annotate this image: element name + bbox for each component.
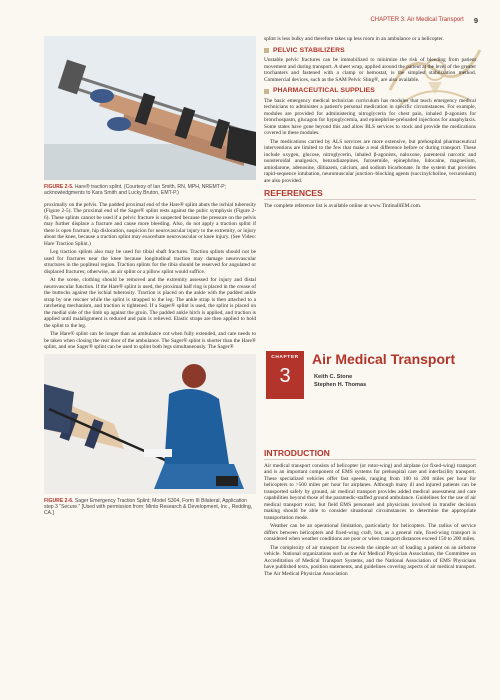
figure-hare-splint-photo: [44, 36, 256, 180]
section-heading-text: PELVIC STABILIZERS: [273, 46, 345, 54]
figure-sager-splint-photo: [44, 354, 256, 494]
right-column: [264, 36, 476, 211]
references-text: The complete reference list is available online at www.TintinalliEM.com.: [264, 202, 422, 209]
figure-2-6-label: FIGURE 2-6.: [44, 497, 74, 504]
section-heading-text: PHARMACEUTICAL SUPPLIES: [273, 87, 375, 94]
paragraph: proximally on the pelvis. The padded proximal end of the Hare® splint abuts the ischial tuberosity (Figure 2-5). The proximal end of the Sager® splint rests against the pubic symphysis (Figure 2-6). These splints cannot be used if a pelvic fracture is suspected because the pressure on the pelvis may further displace a fracture and cause more bleeding. Also, do not apply a traction splint if there is open fracture, hip dislocation, suspicion for neurovascular injury to the extremity, or injury about the knee, because a traction splint may exacerbate neurovascular or knee injury. (See Video: Hare Traction Splint.): [44, 201, 256, 247]
chapter-label: CHAPTER: [271, 355, 299, 360]
figure-2-6-caption-text: Sager Emergency Traction Splint; Model S304, Form III Bilateral, Application step 3 “Secure.” [Used with permission from: Minto Research & Development, Inc., Redding, CA.]: [44, 497, 253, 517]
figure-2-6-caption: [44, 498, 256, 517]
section-bullet-icon: [264, 89, 269, 94]
chapter-number: 3: [279, 365, 291, 387]
page-number: 9: [473, 15, 478, 25]
figure-2-5-label: FIGURE 2-5.: [44, 184, 74, 190]
section-heading-pelvic: [264, 48, 476, 55]
introduction-heading: INTRODUCTION: [264, 450, 476, 460]
paragraph: The basic emergency medical technician curriculum has modules that teach emergency medical technicians to administer a patient's personal medication in specific circumstances. For example, modules are provided for administering nitroglycerin for chest pain, inhaled β-agonists for bronchospasm, glucagon for hypoglycemia, and epinephrine-preloaded injections for anaphylaxis. Some states have gone beyond this and allow BLS services to stock and provide the medications covered in these modules.: [264, 97, 476, 136]
references-heading: REFERENCES: [264, 190, 476, 200]
paragraph: The complexity of air transport far exceeds the simple act of loading a patient on an airborne vehicle. National organizations such as the Air Medical Physician Association, the Committee on Accreditation of Medical Transport Systems, and the National Association of EMS Physicians have published texts, position statements, and guidelines covering aspects of air medical transport. The Air Medical Physician Association: [264, 544, 476, 577]
chapter-opener: [266, 351, 476, 401]
introduction-section: [264, 444, 476, 579]
paragraph: Unstable pelvic fractures can be immobilized to minimize the risk of bleeding from patient movement and during transport. A sheet wrap, applied around the patient at the level of the greater trochanters and fastened with a clamp or hemostat, is the simplest stabilization method. Commercial devices, such as the SAM Pelvic Sling®, are also available.: [264, 57, 476, 83]
chapter-number-tab: [266, 351, 304, 399]
paragraph: The Hare® splint can be longer than an ambulance cot when fully extended, and care needs to be taken when closing the rear door of the ambulance. The Sager® splint is shorter than the Hare® splint, and one Sager® splint can be used to splint both legs simultaneously. The Sager®: [44, 331, 256, 351]
chapter-authors: [314, 373, 366, 389]
left-column: [44, 36, 256, 521]
author-name: Stephen H. Thomas: [314, 382, 367, 388]
running-chapter-label: CHAPTER 3: Air Medical Transport: [370, 17, 464, 23]
running-header: [260, 14, 478, 26]
paragraph: Leg traction splints also may be used for tibial shaft fractures. Traction splints should not be used for fractures near the knee because longitudinal traction may damage neurovascular structures in the popliteal region. Traction splints for the tibia should be reserved for angulated or displaced fractures; otherwise, an air splint or a pillow splint would suffice.: [44, 249, 256, 275]
section-heading-pharmaceutical: [264, 88, 476, 95]
section-bullet-icon: [264, 48, 269, 53]
paragraph: Weather can be an operational limitation, particularly for helicopters. The radius of service differs between helicopters and fixed-wing craft, but, as a general rule, fixed-wing transport is considered when weather conditions are poor or when transport distances exceed 150 to 200 miles.: [264, 523, 476, 542]
paragraph: At the scene, clothing should be removed and the extremity assessed for injury and distal neurovascular function. If the Hare® splint is used, the proximal half ring is placed in the crease of the buttocks against the ischial tuberosity. Traction is placed on the ankle with the padded ankle strap by one rescuer while the splint is strapped to the leg. The ankle strap is then attached to a ratcheting mechanism, and traction is tightened. If a Sager® splint is used, the splint is placed on the medial side of the limb up against the groin. The padded ankle hitch is applied, and traction is applied until malalignment is reduced and pain is relieved. Elastic straps are then applied to hold the splint to the leg.: [44, 277, 256, 329]
paragraph: splint is less bulky and therefore takes up less room in an ambulance or a helicopter.: [264, 36, 444, 42]
chapter-title: Air Medical Transport: [312, 351, 456, 367]
figure-2-5-caption-text: Hare® traction splint. (Courtesy of Ian Smith, RN, MPH, NREMT-P; acknowledgments to Kara Smith and Lucky Bruton, EMT-P.): [44, 184, 227, 197]
author-name: Keith C. Stone: [314, 374, 353, 380]
paragraph: The medications carried by ALS services are more extensive, but prehospital pharmaceutical interventions are limited to the few that make a real difference before or during transport. These include oxygen, glucose, nitroglycerin, inhaled β-agonists, naloxone, parenteral narcotic and nonsteroidal analgesics, benzodiazepines, furosemide, epinephrine, lidocaine, magnesium, amiodarone, adenosine, diltiazem, calcium, and sodium bicarbonate. In the system that provides rapid-sequence intubation, neuromuscular junction–blocking agents (succinylcholine, vecuronium) are also provided.: [264, 138, 476, 184]
sager-splint-illustration: [44, 354, 256, 494]
hare-splint-illustration: [44, 36, 256, 180]
paragraph: Air medical transport consists of helicopter (or rotor-wing) and airplane (or fixed-wing) transport and is an important component of EMS systems for prehospital care and interfacility transport. These specialized vehicles offer fast speeds, ranging from 100 to 200 miles per hour for helicopters to >500 miles per hour for airplanes. Although many ill and injured patients can be transported safely by ground, air medical transport provides added medical assessment and care capabilities beyond those of the paramedic-staffed ground ambulance. Guidelines for the use of air medical transport exist, but field EMS personnel and physicians involved in transfer decision making should be able to consider situational circumstances to determine the appropriate transportation mode.: [264, 462, 476, 521]
figure-2-5-caption: [44, 184, 256, 197]
